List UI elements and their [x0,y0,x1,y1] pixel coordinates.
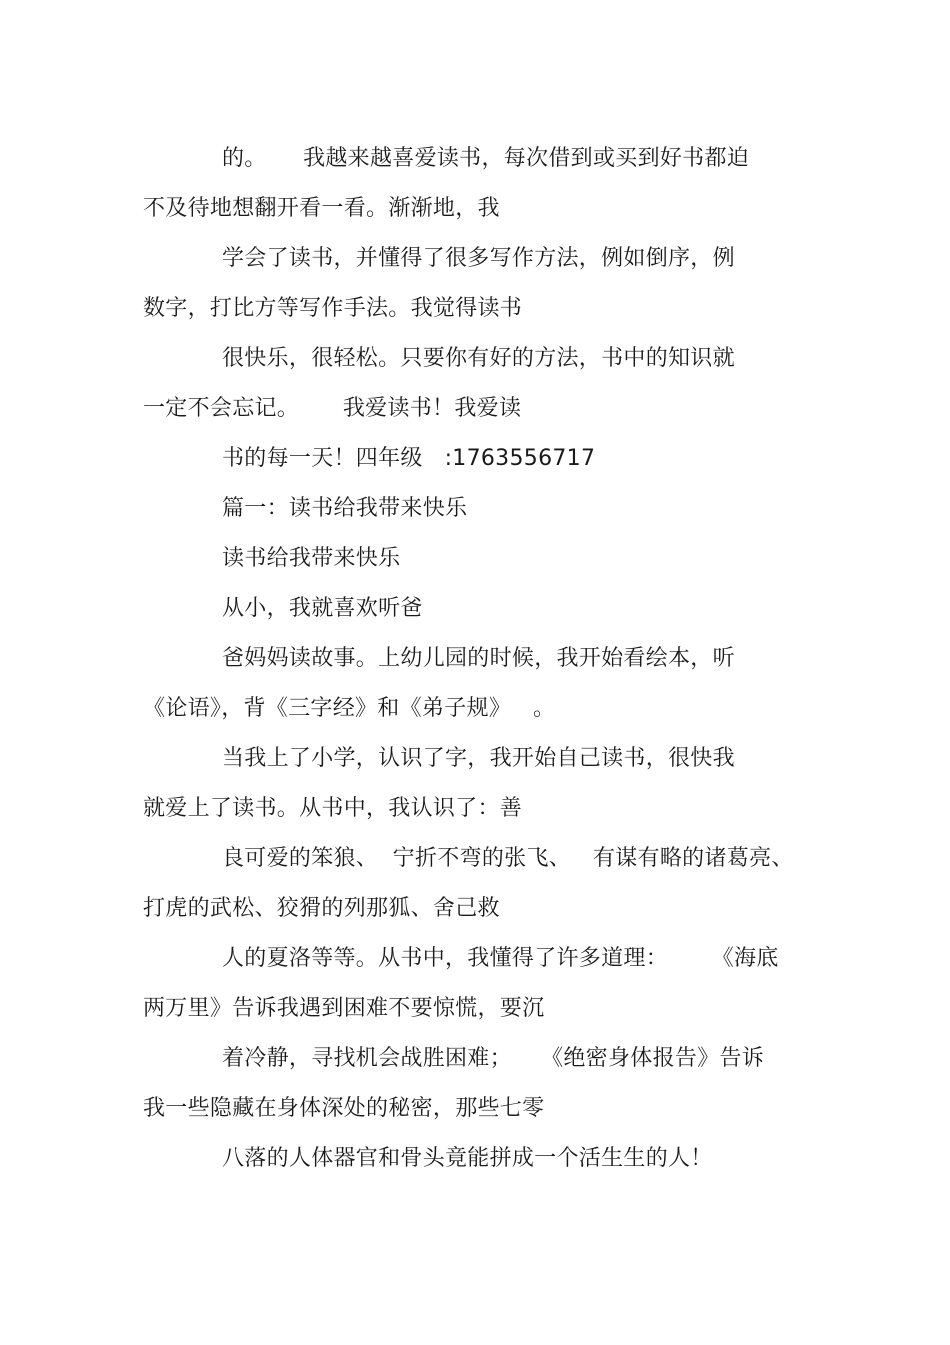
text-line-13: 当我上了小学，认识了字，我开始自己读书，很快我 [222,746,735,771]
text-line-1: 的。 我越来越喜爱读书，每次借到或买到好书都迫 [222,146,750,171]
text-line-6: 一定不会忘记。 我爱读书！我爱读 [143,396,522,421]
text-line-5: 很快乐，很轻松。只要你有好的方法，书中的知识就 [222,346,735,371]
text-line-20: 我一些隐藏在身体深处的秘密，那些七零 [143,1096,545,1121]
text-line-21: 八落的人体器官和骨头竟能拼成一个活生生的人！ [222,1146,713,1171]
text-line-10: 从小，我就喜欢听爸 [222,596,423,621]
article-title: 读书给我带来快乐 [222,546,401,571]
text-line-14: 就爱上了读书。从书中，我认识了：善 [143,796,523,821]
text-line-7: 书的每一天！四年级 :1763556717 [222,446,596,471]
text-line-12: 《论语》，背《三字经》和《弟子规》 。 [143,696,556,721]
text-line-4: 数字，打比方等写作手法。我觉得读书 [143,296,523,321]
text-line-18: 两万里》告诉我遇到困难不要惊慌，要沉 [143,996,545,1021]
text-line-19: 着冷静，寻找机会战胜困难； 《绝密身体报告》告诉 [222,1046,765,1071]
text-line-2: 不及待地想翻开看一看。渐渐地，我 [143,196,500,221]
text-line-16: 打虎的武松、狡猾的列那狐、舍己救 [143,896,500,921]
text-line-17: 人的夏洛等等。从书中，我懂得了许多道理： 《海底 [222,946,779,971]
text-line-15: 良可爱的笨狼、 宁折不弯的张飞、 有谋有略的诸葛亮、 [222,846,794,871]
section-heading: 篇一：读书给我带来快乐 [222,496,468,521]
text-line-11: 爸妈妈读故事。上幼儿园的时候，我开始看绘本，听 [222,646,735,671]
text-line-3: 学会了读书，并懂得了很多写作方法，例如倒序，例 [222,246,735,271]
